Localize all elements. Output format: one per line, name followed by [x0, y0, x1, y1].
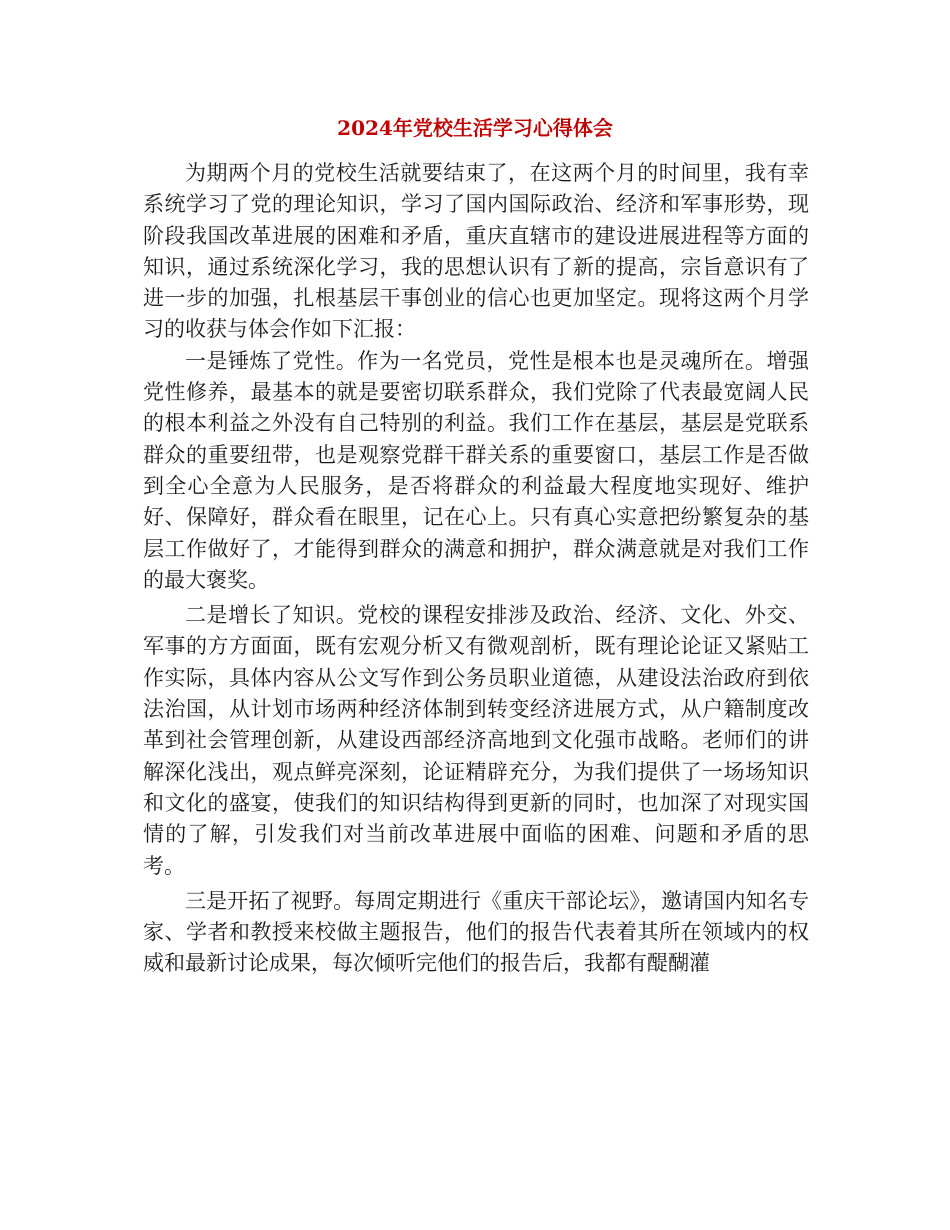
document-body [143, 158, 809, 980]
paragraph-intro: 为期两个月的党校生活就要结束了，在这两个月的时间里，我有幸系统学习了党的理论知识，学习了国内国际政治、经济和军事形势，现阶段我国改革进展的困难和矛盾，重庆直辖市的建设进展进程等方面的知识，通过系统深化学习，我的思想认识有了新的提高，宗旨意识有了进一步的加强，扎根基层干事创业的信心也更加坚定。现将这两个月学习的收获与体会作如下汇报： [143, 161, 809, 342]
document-title: 2024年党校生活学习心得体会 [337, 116, 613, 140]
paragraph-party-spirit: 一是锤炼了党性。作为一名党员，党性是根本也是灵魂所在。增强党性修养，最基本的就是要密切联系群众，我们党除了代表最宽阔人民的根本利益之外没有自己特别的利益。我们工作在基层，基层是党联系群众的重要纽带，也是观察党群干群关系的重要窗口，基层工作是否做到全心全意为人民服务，是否将群众的利益最大程度地实现好、维护好、保障好，群众看在眼里，记在心上。只有真心实意把纷繁复杂的基层工作做好了，才能得到群众的满意和拥护，群众满意就是对我们工作的最大褒奖。 [143, 348, 809, 592]
paragraph-vision: 三是开拓了视野。每周定期进行《重庆干部论坛》，邀请国内知名专家、学者和教授来校做主题报告，他们的报告代表着其所在领域内的权威和最新讨论成果，每次倾听完他们的报告后，我都有醍醐灌 [143, 888, 809, 976]
paragraph-knowledge: 二是增长了知识。党校的课程安排涉及政治、经济、文化、外交、军事的方方面面，既有宏观分析又有微观剖析，既有理论论证又紧贴工作实际，具体内容从公文写作到公务员职业道德，从建设法治政府到依法治国，从计划市场两种经济体制到转变经济进展方式，从户籍制度改革到社会管理创新，从建设西部经济高地到文化强市战略。老师们的讲解深化浅出，观点鲜亮深刻，论证精辟充分，为我们提供了一场场知识和文化的盛宴，使我们的知识结构得到更新的同时，也加深了对现实国情的了解，引发我们对当前改革进展中面临的困难、问题和矛盾的思考。 [143, 603, 809, 878]
